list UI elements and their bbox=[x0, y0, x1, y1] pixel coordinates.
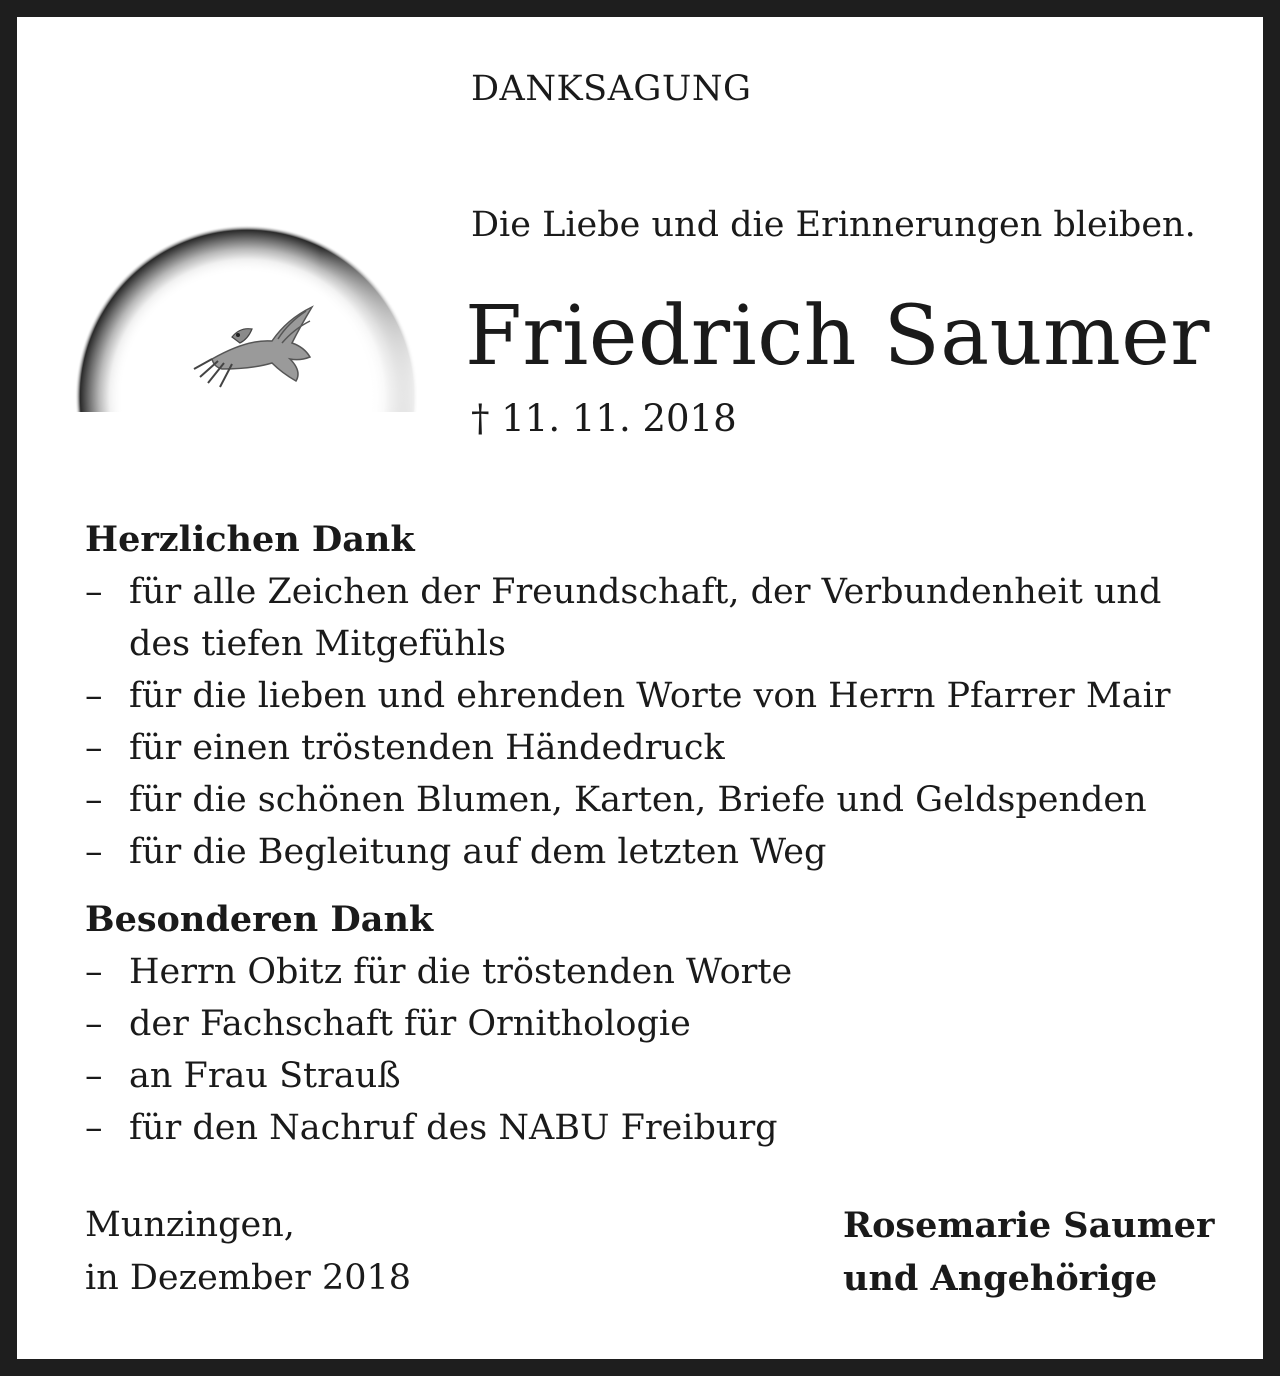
list-dash: – bbox=[85, 952, 103, 992]
list-dash: – bbox=[85, 572, 103, 612]
list-dash: – bbox=[85, 1056, 103, 1096]
item-text: für alle Zeichen der Freundschaft, der Verbundenheit und bbox=[129, 572, 1162, 612]
item-text: des tiefen Mitgefühls bbox=[129, 624, 506, 664]
thanks-section bbox=[85, 514, 1215, 878]
place-and-date bbox=[85, 1199, 411, 1305]
thanks-title: Herzlichen Dank bbox=[85, 519, 415, 560]
item-text: Herrn Obitz für die tröstenden Worte bbox=[129, 952, 793, 992]
list-dash: – bbox=[85, 780, 103, 820]
item-text: für die Begleitung auf dem letzten Weg bbox=[129, 832, 827, 872]
item-text: für den Nachruf des NABU Freiburg bbox=[129, 1108, 778, 1148]
special-thanks-title: Besonderen Dank bbox=[85, 899, 434, 940]
list-item bbox=[85, 722, 1215, 774]
special-thanks-section bbox=[85, 894, 1215, 1154]
list-dash: – bbox=[85, 728, 103, 768]
dove-under-rainbow-arc-icon bbox=[72, 207, 417, 417]
list-item bbox=[85, 774, 1215, 826]
notice-motto: Die Liebe und die Erinnerungen bleiben. bbox=[471, 205, 1196, 245]
deceased-name: Friedrich Saumer bbox=[465, 289, 1210, 384]
item-text: an Frau Strauß bbox=[129, 1056, 401, 1096]
item-text: für die schönen Blumen, Karten, Briefe und Geldspenden bbox=[129, 780, 1147, 820]
list-dash: – bbox=[85, 832, 103, 872]
list-item bbox=[85, 826, 1215, 878]
place: Munzingen, bbox=[85, 1205, 295, 1245]
date: in Dezember 2018 bbox=[85, 1258, 412, 1298]
list-item bbox=[85, 670, 1215, 722]
signature-block bbox=[843, 1199, 1214, 1305]
notice-heading: DANKSAGUNG bbox=[471, 69, 752, 109]
signer-name: Rosemarie Saumer bbox=[843, 1205, 1215, 1246]
list-dash: – bbox=[85, 1108, 103, 1148]
list-item bbox=[85, 998, 1215, 1050]
list-item bbox=[85, 566, 1215, 670]
death-date: † 11. 11. 2018 bbox=[471, 397, 737, 440]
item-text: für die lieben und ehrenden Worte von Herrn Pfarrer Mair bbox=[129, 676, 1171, 716]
list-dash: – bbox=[85, 1004, 103, 1044]
signer-relatives: und Angehörige bbox=[843, 1258, 1158, 1299]
item-text: der Fachschaft für Ornithologie bbox=[129, 1004, 691, 1044]
list-item bbox=[85, 1102, 1215, 1154]
item-text: für einen tröstenden Händedruck bbox=[129, 728, 725, 768]
obituary-card bbox=[17, 17, 1263, 1359]
list-item bbox=[85, 1050, 1215, 1102]
list-dash: – bbox=[85, 676, 103, 716]
list-item bbox=[85, 946, 1215, 998]
